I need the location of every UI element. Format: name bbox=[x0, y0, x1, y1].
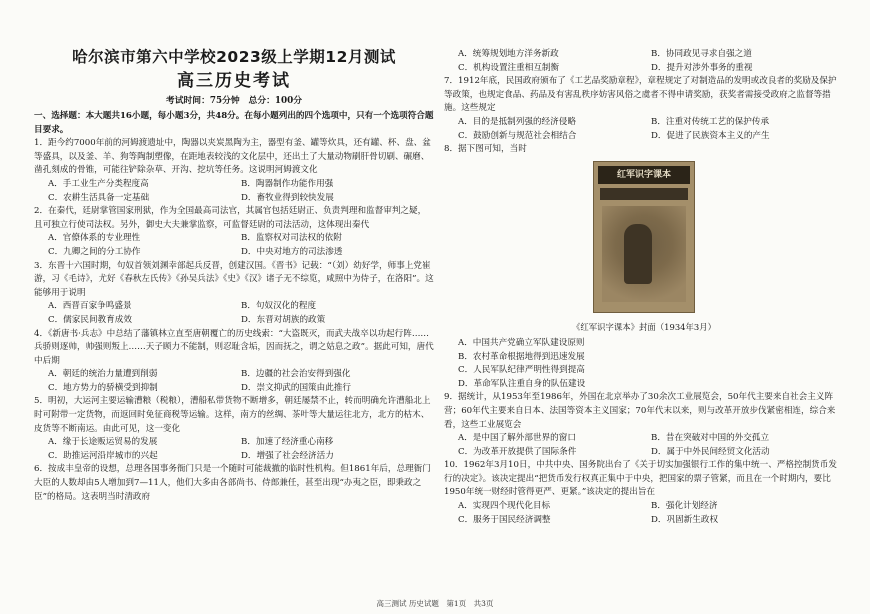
answer-options bbox=[34, 300, 434, 327]
question-item bbox=[34, 463, 434, 504]
figure-caption: 《红军识字课本》封面（1934年3月） bbox=[572, 322, 716, 333]
answer-option[interactable]: C．为改革开放提供了国际条件 bbox=[458, 446, 577, 457]
question-item bbox=[444, 459, 844, 527]
answer-options bbox=[444, 48, 844, 75]
answer-option[interactable]: A．目的是抵制列强的经济侵略 bbox=[458, 116, 576, 127]
question-item bbox=[34, 137, 434, 205]
answer-option[interactable]: A．手工业生产分类程度高 bbox=[48, 178, 149, 189]
right-column bbox=[444, 48, 844, 527]
answer-option[interactable]: C．人民军队纪律严明性得到提高 bbox=[458, 365, 585, 376]
question-stem: 2．在秦代，廷尉掌管国家刑狱，作为全国最高司法官，其属官包括廷尉正、负责判理和监督审判之疑，且可独立行使司法权。另外，御史大夫兼掌监察，可监督廷尉的司法活动，这体现出秦代 bbox=[34, 206, 427, 230]
answer-option[interactable]: B．边疆的社会治安得到强化 bbox=[241, 369, 351, 380]
answer-option[interactable]: A．是中国了解外部世界的窗口 bbox=[458, 433, 576, 444]
answer-option[interactable]: C．儒家民间教育成效 bbox=[48, 314, 132, 325]
answer-options bbox=[34, 436, 434, 463]
question-stem: 1．距今约7000年前的河姆渡遗址中，陶器以夹炭黑陶为主，器型有釜、罐等炊具，还有罐、杯、盘、盆等盛具，以及釜、羊、狗等陶制塑像，在距地表较浅的文化层中，还出土了大量动物刷肝骨切刷、碾磨、凿孔刻成的骨锥，可能往铲除杂草、开沟、挖坑等任务。这说明河姆渡文化 bbox=[34, 138, 431, 176]
question-stem: 10．1962年3月10日，中共中央、国务院出台了《关于切实加强银行工作的集中统一、严格控制货币发行的决定》。该决定提出“把货币发行权真正集中于中央，把国家的票子管紧，而且在一个时期内，要比1950年统一财经时管得更严、更紧。”该决定的提出旨在 bbox=[444, 460, 837, 498]
cover-figure-silhouette bbox=[624, 224, 652, 284]
answer-option[interactable]: D．畜牧业得到较快发展 bbox=[241, 192, 334, 203]
question-list-left bbox=[34, 137, 434, 504]
exam-title: 哈尔滨市第六中学校2023级上学期12月测试 bbox=[72, 48, 396, 66]
answer-option[interactable]: A．西晋百家争鸣盛景 bbox=[48, 301, 132, 312]
answer-option[interactable]: D．革命军队注重自身的队伍建设 bbox=[458, 378, 586, 389]
answer-option[interactable]: B．监察权对司法权的依附 bbox=[241, 233, 342, 244]
textbook-cover-figure bbox=[444, 161, 844, 335]
answer-option[interactable]: C．农耕生活具备一定基础 bbox=[48, 192, 150, 203]
answer-option[interactable]: D．东晋对胡族的政策 bbox=[241, 314, 326, 325]
question-list-right bbox=[444, 48, 844, 527]
question-stem: 4．《新唐书·兵志》中总结了藩镇林立直至唐朝覆亡的历史线索：“大盗既灭，而武夫战卒以功起行阵……兵骄则逐帅，帅强则叛上……天子顾力不能制，则忍耻含垢，因而抚之，谓之姑息之政”。据此可知，唐代中后期 bbox=[34, 328, 434, 366]
answer-option[interactable]: B．农村革命根据地得到迅速发展 bbox=[458, 351, 585, 362]
question-item bbox=[34, 395, 434, 463]
cover-subtitle-band bbox=[600, 188, 688, 200]
answer-option[interactable]: A．缘于长途贩运贸易的发展 bbox=[48, 437, 158, 448]
question-stem: 5．明初，大运河主要运输漕粮（税粮），漕船私带货物不断增多，朝廷屡禁不止，转而明确允许漕船北上时可附带一定货物，而返回时免征商税等运输。这样，南方的丝绸、茶叶等大量运往北方，北方的枯木、皮货等不断南运。由此可见，这一变化 bbox=[34, 396, 431, 434]
question-stem: 7．1912年底，民国政府颁布了《工艺品奖励章程》，章程规定了对制造品的发明或改良者的奖励及保护等政策，也规定食品、药品及有害乱秩序妨害风俗之虞者不得申请奖励，获奖者需接受政府之监督等措施。这些规定 bbox=[444, 76, 837, 114]
answer-options bbox=[34, 232, 434, 259]
question-stem: 9．据统计，从1953年至1986年，外国在北京举办了30余次工业展览会，50年代主要来自社会主义阵营；60年代主要来自日本、法国等资本主义国家；70年代末以来，则与改革开放步伐紧密相连，综合来看，这些工业展览会 bbox=[444, 392, 836, 430]
exam-meta: 考试时间：75分钟 总分：100分 bbox=[165, 96, 303, 106]
answer-option[interactable]: C．九卿之间的分工协作 bbox=[48, 246, 141, 257]
question-item bbox=[34, 328, 434, 396]
textbook-cover-image bbox=[593, 161, 695, 313]
exam-subtitle: 高三历史考试 bbox=[177, 71, 291, 91]
answer-option[interactable]: A．官僚体系的专业理性 bbox=[48, 233, 141, 244]
answer-option[interactable]: B．句奴汉化的程度 bbox=[241, 301, 317, 312]
page-footer: 高三测试 历史试题 第1页 共3页 bbox=[376, 599, 494, 608]
answer-option[interactable]: A．实现四个现代化目标 bbox=[458, 501, 551, 512]
answer-option[interactable]: B．协同政见寻求自强之道 bbox=[651, 49, 752, 59]
answer-option[interactable]: C．地方势力的骄横受到抑制 bbox=[48, 382, 158, 393]
answer-option[interactable]: D．提升对涉外事务的重视 bbox=[651, 62, 753, 73]
left-column bbox=[34, 40, 434, 504]
cover-title: 红军识字课本 bbox=[598, 166, 690, 184]
answer-option[interactable]: C．助推运河沿岸城市的兴起 bbox=[48, 450, 158, 461]
answer-options bbox=[34, 368, 434, 395]
question-item bbox=[444, 48, 844, 75]
question-item bbox=[444, 391, 844, 459]
section-heading: 一、选择题：本大题共16小题，每小题3分，共48分。在每小题列出的四个选项中，只有一个选项符合题目要求。 bbox=[34, 111, 434, 135]
question-stem: 8．据下图可知，当时 bbox=[444, 144, 527, 155]
exam-header bbox=[34, 46, 434, 108]
answer-option[interactable]: C．服务于国民经济调整 bbox=[458, 514, 551, 525]
question-item bbox=[444, 75, 844, 143]
answer-option[interactable]: B．注重对传统工艺的保护传承 bbox=[651, 116, 770, 127]
answer-option[interactable]: C．鼓励创新与规范社会相结合 bbox=[458, 130, 577, 141]
answer-option[interactable]: D．崇文抑武的国策由此推行 bbox=[241, 382, 352, 393]
answer-option[interactable]: C．机构设置注重相互制衡 bbox=[458, 62, 560, 73]
answer-options bbox=[34, 178, 434, 205]
question-item bbox=[34, 260, 434, 328]
question-stem: 3．东晋十六国时期，句奴首领刘渊幸部起兵反晋，创建汉国。《晋书》记载：“（刘）幼好学，师事上党崔游，习《毛诗》，尤好《春秋左氏传》《孙吴兵法》《史》《汉》诸子无不综览，咸照中为侍子，在洛阳”。这能够用于说明 bbox=[34, 260, 434, 298]
answer-option[interactable]: D．巩固新生政权 bbox=[651, 514, 719, 525]
answer-options bbox=[444, 337, 844, 391]
answer-option[interactable]: D．增强了社会经济活力 bbox=[241, 450, 334, 461]
answer-options bbox=[444, 500, 844, 527]
answer-option[interactable]: B．加速了经济重心南移 bbox=[241, 437, 334, 448]
answer-option[interactable]: D．中央对地方的司法渗透 bbox=[241, 246, 343, 257]
answer-option[interactable]: B．强化计划经济 bbox=[651, 501, 718, 512]
question-stem: 6．按成丰皇帝的设想，总理各国事务衙门只是一个随时可能裁撤的临时性机构。但1861年后，总理衙门大臣的人数却由5人增加到7—11人，他们大多由各部尚书、侍郎兼任，甚至出现“办夷之臣，即秉政之臣”的格局。这表明当时清政府 bbox=[34, 464, 431, 502]
answer-options bbox=[444, 116, 844, 143]
answer-options bbox=[444, 432, 844, 459]
question-item bbox=[444, 143, 844, 391]
answer-option[interactable]: B．昔在突破对中国的外交孤立 bbox=[651, 433, 770, 444]
answer-option[interactable]: A．统筹规划地方洋务新政 bbox=[458, 49, 559, 59]
answer-option[interactable]: A．中国共产党确立军队建设原则 bbox=[458, 337, 585, 348]
answer-option[interactable]: D．促进了民族资本主义的产生 bbox=[651, 130, 770, 141]
answer-option[interactable]: A．朝廷的统治力量遭到削弱 bbox=[48, 369, 158, 380]
answer-option[interactable]: D．属于中外民间经贸文化活动 bbox=[651, 446, 770, 457]
answer-option[interactable]: B．陶器制作功能作用强 bbox=[241, 178, 334, 189]
question-item bbox=[34, 205, 434, 259]
